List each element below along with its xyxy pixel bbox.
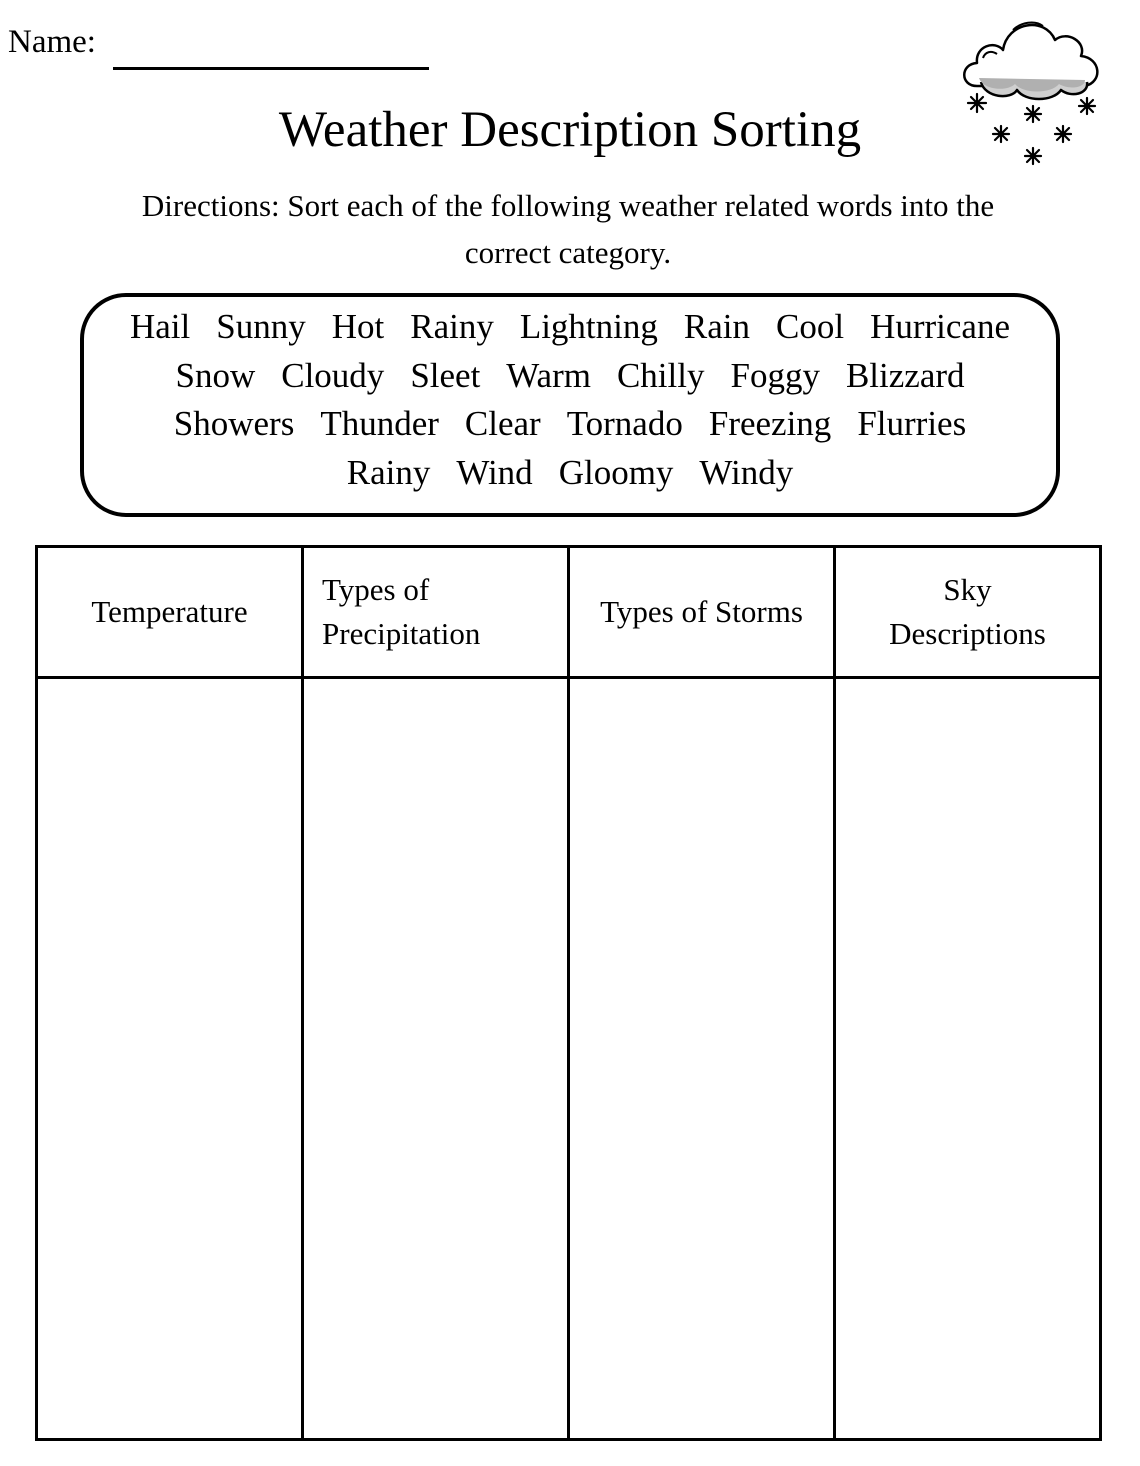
column-header-text: Types of bbox=[322, 572, 430, 607]
word-item: Warm bbox=[506, 356, 591, 395]
word-item: Wind bbox=[456, 453, 533, 492]
word-item: Lightning bbox=[519, 307, 658, 346]
directions-line-1: Directions: Sort each of the following weather related words into the bbox=[141, 188, 995, 223]
word-item: Sunny bbox=[216, 307, 306, 346]
column-header-precipitation bbox=[303, 547, 569, 678]
directions-line-2: correct category. bbox=[464, 235, 672, 270]
word-item: Tornado bbox=[566, 404, 683, 443]
word-item: Cloudy bbox=[281, 356, 385, 395]
word-item: Rainy bbox=[346, 453, 431, 492]
word-bank-row bbox=[84, 402, 1056, 446]
column-header-sky bbox=[835, 547, 1101, 678]
column-header-text: Precipitation bbox=[322, 616, 481, 651]
table-header-row bbox=[37, 547, 1101, 678]
word-item: Chilly bbox=[616, 356, 705, 395]
word-bank-row bbox=[84, 354, 1056, 398]
word-item: Rainy bbox=[410, 307, 494, 346]
word-item: Freezing bbox=[708, 404, 832, 443]
word-item: Hurricane bbox=[870, 307, 1010, 346]
answer-cell-sky[interactable] bbox=[835, 678, 1101, 1440]
column-header-storms bbox=[569, 547, 835, 678]
answer-cell-temperature[interactable] bbox=[37, 678, 303, 1440]
column-header-text: Descriptions bbox=[889, 616, 1046, 651]
word-item: Flurries bbox=[857, 404, 967, 443]
word-item: Blizzard bbox=[845, 356, 965, 395]
name-label: Name: bbox=[8, 24, 96, 60]
word-item: Foggy bbox=[730, 356, 820, 395]
page-title: Weather Description Sorting bbox=[278, 102, 862, 158]
sorting-table bbox=[35, 545, 1102, 1441]
word-item: Windy bbox=[699, 453, 794, 492]
word-bank bbox=[80, 293, 1060, 517]
word-item: Cool bbox=[776, 307, 845, 346]
column-header-temperature bbox=[37, 547, 303, 678]
word-item: Clear bbox=[464, 404, 541, 443]
word-bank-row bbox=[84, 305, 1056, 349]
word-item: Sleet bbox=[410, 356, 481, 395]
name-input-line[interactable] bbox=[113, 67, 429, 70]
word-item: Hail bbox=[129, 307, 191, 346]
word-bank-row bbox=[84, 451, 1056, 495]
word-item: Showers bbox=[173, 404, 295, 443]
column-header-text: Types of Storms bbox=[600, 594, 803, 629]
word-item: Thunder bbox=[320, 404, 439, 443]
word-item: Snow bbox=[175, 356, 256, 395]
snow-cloud-icon bbox=[955, 8, 1105, 173]
word-item: Rain bbox=[683, 307, 750, 346]
column-header-text: Sky bbox=[943, 572, 992, 607]
word-item: Gloomy bbox=[558, 453, 674, 492]
column-header-text: Temperature bbox=[91, 594, 248, 629]
directions bbox=[60, 182, 1076, 276]
table-answer-row bbox=[37, 678, 1101, 1440]
answer-cell-precipitation[interactable] bbox=[303, 678, 569, 1440]
answer-cell-storms[interactable] bbox=[569, 678, 835, 1440]
word-item: Hot bbox=[331, 307, 385, 346]
